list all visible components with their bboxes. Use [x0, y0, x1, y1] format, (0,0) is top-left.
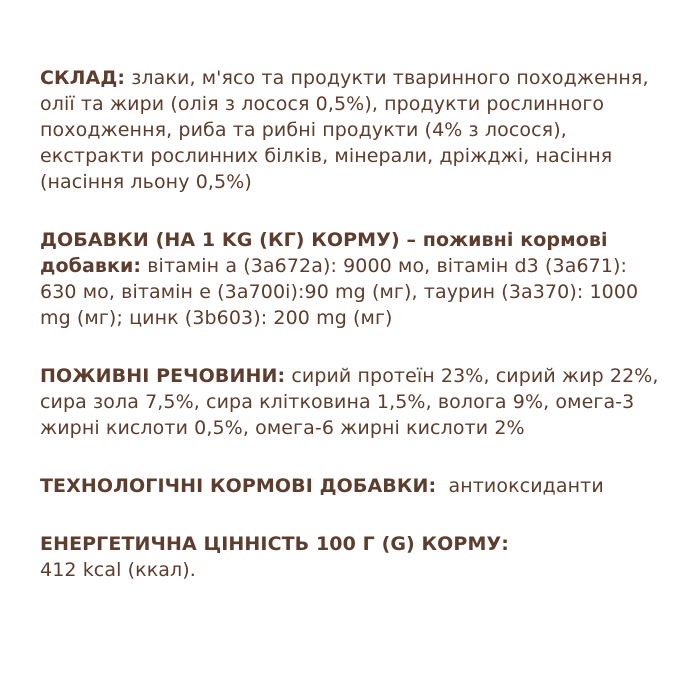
nutrients-label: ПОЖИВНІ РЕЧОВИНИ: — [40, 365, 286, 387]
technological-additives-text: антиоксиданти — [436, 475, 604, 497]
additives-label: ДОБАВКИ (НА 1 KG (КГ) КОРМУ) – поживні кормові добавки: — [40, 229, 608, 277]
nutrients-section — [40, 363, 665, 441]
energy-section — [40, 531, 665, 583]
additives-text: вітамін a (3a672a): 9000 мо, вітамін d3 (3a671): 630 мо, вітамін e (3a700i):90 mg (мг), таурин (3a370): 1000 mg (мг); цинк (3b603): 200 mg (мг) — [40, 255, 639, 329]
technological-additives-section — [40, 473, 665, 499]
product-info — [40, 65, 665, 583]
energy-text: 412 kcal (ккал). — [40, 559, 196, 581]
energy-label: ЕНЕРГЕТИЧНА ЦІННІСТЬ 100 Г (G) КОРМУ: — [40, 533, 509, 555]
additives-section — [40, 227, 665, 331]
composition-label: СКЛАД: — [40, 67, 126, 89]
composition-text: злаки, м'ясо та продукти тваринного походження, олії та жири (олія з лосося 0,5%), продукти рослинного походження, риба та рибні продукти (4% з лосося), екстракти рослинних білків, мінерали, дріжджі, насіння (насіння льону 0,5%) — [40, 67, 649, 193]
technological-additives-label: ТЕХНОЛОГІЧНІ КОРМОВІ ДОБАВКИ: — [40, 475, 437, 497]
composition-section — [40, 65, 665, 195]
nutrients-text: сирий протеїн 23%, сирий жир 22%, сира зола 7,5%, сира клітковина 1,5%, волога 9%, омега-3 жирні кислоти 0,5%, омега-6 жирні кислоти 2% — [40, 365, 659, 439]
